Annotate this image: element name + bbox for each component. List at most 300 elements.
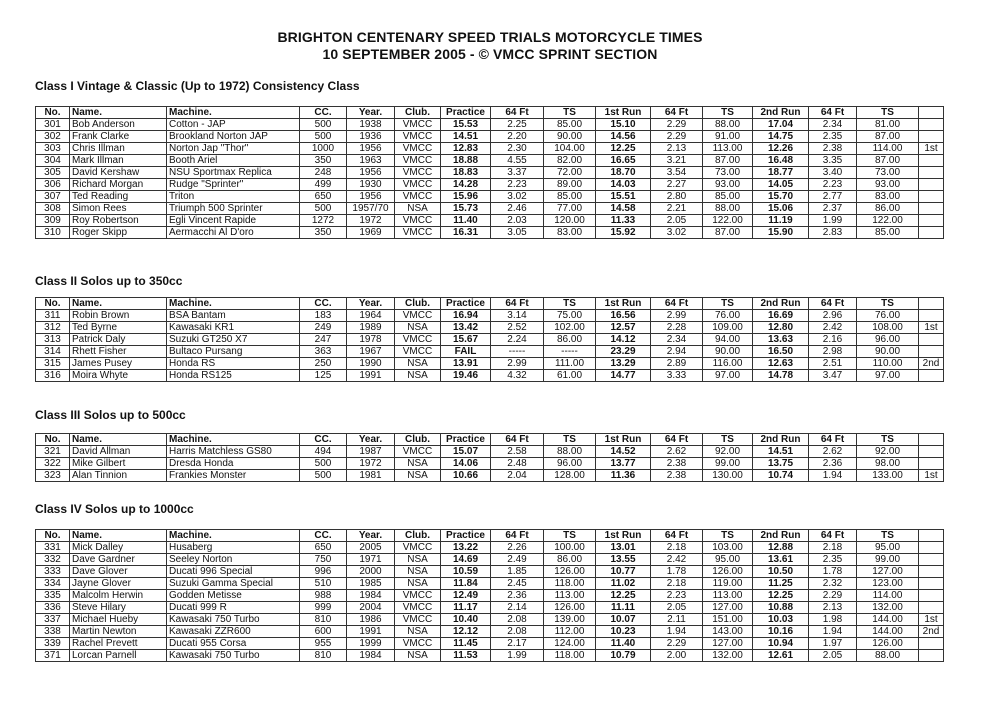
- cell-no: 303: [36, 143, 70, 155]
- header-cc: CC.: [300, 434, 347, 446]
- cell-run2: 10.03: [753, 614, 809, 626]
- cell-run1-64ft: 2.28: [651, 322, 703, 334]
- cell-practice-ts: 118.00: [544, 650, 596, 662]
- cell-year: 1986: [347, 614, 395, 626]
- cell-no: 304: [36, 155, 70, 167]
- cell-year: 1930: [347, 179, 395, 191]
- cell-run2: 18.77: [753, 167, 809, 179]
- cell-run1: 15.92: [596, 227, 651, 239]
- cell-practice: 14.69: [441, 554, 491, 566]
- cell-run1-64ft: 2.29: [651, 638, 703, 650]
- header-club: Club.: [395, 107, 441, 119]
- cell-run2: 12.63: [753, 358, 809, 370]
- cell-cc: 125: [300, 370, 347, 382]
- cell-run2-ts: 144.00: [857, 614, 919, 626]
- cell-placing: [919, 458, 944, 470]
- cell-run2: 10.16: [753, 626, 809, 638]
- cell-club: VMCC: [395, 131, 441, 143]
- cell-run2-64ft: 2.18: [809, 542, 857, 554]
- cell-run2-64ft: 2.29: [809, 590, 857, 602]
- header-practice-ts: TS: [544, 434, 596, 446]
- cell-run1-64ft: 2.18: [651, 542, 703, 554]
- cell-run1: 12.25: [596, 590, 651, 602]
- header-run2: 2nd Run: [753, 298, 809, 310]
- cell-year: 1984: [347, 590, 395, 602]
- cell-club: VMCC: [395, 179, 441, 191]
- header-practice-64ft: 64 Ft: [491, 107, 544, 119]
- header-row: [36, 434, 944, 446]
- cell-practice-ts: 83.00: [544, 227, 596, 239]
- cell-name: Mick Dalley: [70, 542, 167, 554]
- cell-name: Chris Illman: [70, 143, 167, 155]
- cell-practice-64ft: 2.04: [491, 470, 544, 482]
- cell-practice-64ft: 3.02: [491, 191, 544, 203]
- header-run1-ts: TS: [703, 434, 753, 446]
- cell-run1-ts: 103.00: [703, 542, 753, 554]
- cell-practice: 15.96: [441, 191, 491, 203]
- cell-practice: 15.73: [441, 203, 491, 215]
- cell-name: David Allman: [70, 446, 167, 458]
- cell-club: NSA: [395, 358, 441, 370]
- cell-machine: Ducati 955 Corsa: [167, 638, 300, 650]
- cell-run2: 14.75: [753, 131, 809, 143]
- cell-practice-64ft: 2.14: [491, 602, 544, 614]
- cell-run2-ts: 90.00: [857, 346, 919, 358]
- cell-practice: 11.40: [441, 215, 491, 227]
- cell-placing: [919, 155, 944, 167]
- cell-run2-ts: 87.00: [857, 131, 919, 143]
- table-row: [36, 370, 944, 382]
- cell-year: 1984: [347, 650, 395, 662]
- cell-run2-64ft: 1.94: [809, 470, 857, 482]
- cell-club: NSA: [395, 626, 441, 638]
- cell-practice: 18.83: [441, 167, 491, 179]
- cell-run2: 15.90: [753, 227, 809, 239]
- cell-run2: 10.50: [753, 566, 809, 578]
- header-practice: Practice: [441, 530, 491, 542]
- cell-name: Robin Brown: [70, 310, 167, 322]
- cell-cc: 494: [300, 446, 347, 458]
- cell-cc: 1272: [300, 215, 347, 227]
- cell-run1: 12.25: [596, 143, 651, 155]
- table-row: [36, 578, 944, 590]
- cell-practice-64ft: 2.26: [491, 542, 544, 554]
- cell-practice-ts: 124.00: [544, 638, 596, 650]
- cell-run2-64ft: 3.47: [809, 370, 857, 382]
- header-club: Club.: [395, 530, 441, 542]
- sheet-subtitle: 10 SEPTEMBER 2005 - © VMCC SPRINT SECTION: [322, 46, 658, 62]
- cell-practice-64ft: 2.46: [491, 203, 544, 215]
- cell-practice-ts: 100.00: [544, 542, 596, 554]
- cell-run2-64ft: 2.77: [809, 191, 857, 203]
- cell-run2: 10.88: [753, 602, 809, 614]
- cell-machine: Dresda Honda: [167, 458, 300, 470]
- cell-no: 302: [36, 131, 70, 143]
- cell-practice-ts: 72.00: [544, 167, 596, 179]
- cell-year: 2004: [347, 602, 395, 614]
- cell-cc: 810: [300, 650, 347, 662]
- table-row: [36, 614, 944, 626]
- cell-practice-ts: 102.00: [544, 322, 596, 334]
- header-machine: Machine.: [167, 298, 300, 310]
- cell-run1: 16.65: [596, 155, 651, 167]
- cell-club: NSA: [395, 370, 441, 382]
- cell-placing: 1st: [919, 614, 944, 626]
- cell-cc: 183: [300, 310, 347, 322]
- cell-club: VMCC: [395, 638, 441, 650]
- cell-run1: 14.58: [596, 203, 651, 215]
- cell-practice-ts: 120.00: [544, 215, 596, 227]
- cell-club: VMCC: [395, 155, 441, 167]
- cell-run2: 16.50: [753, 346, 809, 358]
- cell-run1-ts: 113.00: [703, 590, 753, 602]
- cell-run2-ts: 76.00: [857, 310, 919, 322]
- header-placing: [919, 530, 944, 542]
- cell-no: 323: [36, 470, 70, 482]
- cell-club: VMCC: [395, 602, 441, 614]
- table-row: [36, 131, 944, 143]
- cell-run1-ts: 116.00: [703, 358, 753, 370]
- cell-machine: Honda RS: [167, 358, 300, 370]
- cell-club: NSA: [395, 470, 441, 482]
- cell-name: Frank Clarke: [70, 131, 167, 143]
- header-no: No.: [36, 298, 70, 310]
- cell-practice: 15.67: [441, 334, 491, 346]
- cell-placing: 1st: [919, 143, 944, 155]
- cell-practice: 14.06: [441, 458, 491, 470]
- cell-run1-ts: 93.00: [703, 179, 753, 191]
- cell-cc: 650: [300, 191, 347, 203]
- cell-placing: [919, 578, 944, 590]
- cell-run2-64ft: 2.13: [809, 602, 857, 614]
- cell-run1-ts: 87.00: [703, 155, 753, 167]
- cell-run1-64ft: 2.11: [651, 614, 703, 626]
- header-machine: Machine.: [167, 434, 300, 446]
- cell-machine: Rudge "Sprinter": [167, 179, 300, 191]
- cell-run2-ts: 88.00: [857, 650, 919, 662]
- cell-practice: 11.45: [441, 638, 491, 650]
- cell-machine: Brookland Norton JAP: [167, 131, 300, 143]
- cell-machine: Egli Vincent Rapide: [167, 215, 300, 227]
- cell-machine: Ducati 996 Special: [167, 566, 300, 578]
- cell-cc: 999: [300, 602, 347, 614]
- cell-run2-ts: 132.00: [857, 602, 919, 614]
- cell-run2: 16.69: [753, 310, 809, 322]
- header-run1-ts: TS: [703, 107, 753, 119]
- header-club: Club.: [395, 298, 441, 310]
- cell-practice-ts: 126.00: [544, 602, 596, 614]
- cell-placing: [919, 334, 944, 346]
- cell-run2-ts: 126.00: [857, 638, 919, 650]
- cell-name: Lorcan Parnell: [70, 650, 167, 662]
- cell-machine: Bultaco Pursang: [167, 346, 300, 358]
- cell-name: Bob Anderson: [70, 119, 167, 131]
- cell-run2-ts: 123.00: [857, 578, 919, 590]
- cell-placing: [919, 203, 944, 215]
- header-practice-64ft: 64 Ft: [491, 530, 544, 542]
- cell-placing: 1st: [919, 322, 944, 334]
- cell-practice-64ft: 2.99: [491, 358, 544, 370]
- cell-name: Mike Gilbert: [70, 458, 167, 470]
- cell-placing: [919, 650, 944, 662]
- cell-cc: 650: [300, 542, 347, 554]
- cell-practice: 11.17: [441, 602, 491, 614]
- cell-practice: 15.53: [441, 119, 491, 131]
- cell-machine: Frankies Monster: [167, 470, 300, 482]
- cell-practice-ts: 113.00: [544, 590, 596, 602]
- header-practice: Practice: [441, 298, 491, 310]
- table-row: [36, 446, 944, 458]
- cell-run1-64ft: 2.89: [651, 358, 703, 370]
- cell-run2-64ft: 1.99: [809, 215, 857, 227]
- cell-run1-64ft: 2.99: [651, 310, 703, 322]
- header-run1-ts: TS: [703, 298, 753, 310]
- cell-no: 301: [36, 119, 70, 131]
- cell-run1: 14.12: [596, 334, 651, 346]
- cell-year: 1999: [347, 638, 395, 650]
- header-run1-64ft: 64 Ft: [651, 530, 703, 542]
- cell-cc: 955: [300, 638, 347, 650]
- cell-club: VMCC: [395, 446, 441, 458]
- cell-year: 1956: [347, 143, 395, 155]
- cell-name: Dave Gardner: [70, 554, 167, 566]
- cell-placing: [919, 638, 944, 650]
- cell-run2: 13.75: [753, 458, 809, 470]
- cell-year: 1969: [347, 227, 395, 239]
- cell-practice-64ft: 2.48: [491, 458, 544, 470]
- cell-placing: 2nd: [919, 358, 944, 370]
- cell-machine: Godden Metisse: [167, 590, 300, 602]
- cell-name: Rhett Fisher: [70, 346, 167, 358]
- header-run2-ts: TS: [857, 107, 919, 119]
- cell-machine: Booth Ariel: [167, 155, 300, 167]
- cell-practice: 10.59: [441, 566, 491, 578]
- cell-name: Martin Newton: [70, 626, 167, 638]
- table-row: [36, 143, 944, 155]
- cell-practice: 18.88: [441, 155, 491, 167]
- header-run1: 1st Run: [596, 434, 651, 446]
- cell-run1: 10.79: [596, 650, 651, 662]
- cell-practice-64ft: 2.52: [491, 322, 544, 334]
- cell-cc: 247: [300, 334, 347, 346]
- cell-machine: Suzuki GT250 X7: [167, 334, 300, 346]
- cell-no: 338: [36, 626, 70, 638]
- cell-run1: 13.77: [596, 458, 651, 470]
- cell-run1-64ft: 2.00: [651, 650, 703, 662]
- cell-practice-ts: 118.00: [544, 578, 596, 590]
- cell-cc: 996: [300, 566, 347, 578]
- cell-club: NSA: [395, 566, 441, 578]
- header-club: Club.: [395, 434, 441, 446]
- cell-run2: 10.94: [753, 638, 809, 650]
- cell-name: Roy Robertson: [70, 215, 167, 227]
- header-no: No.: [36, 530, 70, 542]
- cell-practice: 11.53: [441, 650, 491, 662]
- cell-run1-ts: 85.00: [703, 191, 753, 203]
- cell-placing: [919, 119, 944, 131]
- cell-machine: NSU Sportmax Replica: [167, 167, 300, 179]
- cell-machine: Honda RS125: [167, 370, 300, 382]
- header-name: Name.: [70, 434, 167, 446]
- cell-machine: Kawasaki ZZR600: [167, 626, 300, 638]
- cell-cc: 600: [300, 626, 347, 638]
- cell-practice-ts: 61.00: [544, 370, 596, 382]
- cell-practice-64ft: 1.85: [491, 566, 544, 578]
- cell-run2: 17.04: [753, 119, 809, 131]
- cell-practice: 10.40: [441, 614, 491, 626]
- header-no: No.: [36, 434, 70, 446]
- cell-run1: 12.57: [596, 322, 651, 334]
- cell-run1-64ft: 2.05: [651, 602, 703, 614]
- cell-run1-ts: 126.00: [703, 566, 753, 578]
- table-row: [36, 638, 944, 650]
- cell-run1: 23.29: [596, 346, 651, 358]
- header-name: Name.: [70, 107, 167, 119]
- cell-run1-64ft: 1.78: [651, 566, 703, 578]
- cell-run2-ts: 92.00: [857, 446, 919, 458]
- cell-practice: 12.49: [441, 590, 491, 602]
- cell-run2-64ft: 2.16: [809, 334, 857, 346]
- cell-run2-ts: 110.00: [857, 358, 919, 370]
- header-run1-ts: TS: [703, 530, 753, 542]
- cell-placing: [919, 227, 944, 239]
- cell-no: 316: [36, 370, 70, 382]
- table-row: [36, 167, 944, 179]
- cell-club: VMCC: [395, 542, 441, 554]
- cell-run1: 18.70: [596, 167, 651, 179]
- cell-machine: Triton: [167, 191, 300, 203]
- header-run2: 2nd Run: [753, 530, 809, 542]
- cell-run1: 11.02: [596, 578, 651, 590]
- header-cc: CC.: [300, 107, 347, 119]
- cell-year: 1991: [347, 370, 395, 382]
- cell-practice-ts: 86.00: [544, 334, 596, 346]
- cell-run1-64ft: 3.54: [651, 167, 703, 179]
- cell-run1: 10.07: [596, 614, 651, 626]
- cell-practice-64ft: 1.99: [491, 650, 544, 662]
- cell-run1-ts: 151.00: [703, 614, 753, 626]
- table-row: [36, 334, 944, 346]
- header-run2-ts: TS: [857, 530, 919, 542]
- cell-run2-64ft: 2.32: [809, 578, 857, 590]
- cell-name: David Kershaw: [70, 167, 167, 179]
- cell-run2-64ft: 2.36: [809, 458, 857, 470]
- cell-cc: 1000: [300, 143, 347, 155]
- cell-year: 1936: [347, 131, 395, 143]
- cell-name: Ted Byrne: [70, 322, 167, 334]
- table-row: [36, 191, 944, 203]
- cell-placing: [919, 346, 944, 358]
- cell-run2-64ft: 1.97: [809, 638, 857, 650]
- cell-name: Ted Reading: [70, 191, 167, 203]
- cell-practice-ts: 111.00: [544, 358, 596, 370]
- cell-year: 1987: [347, 446, 395, 458]
- cell-club: NSA: [395, 322, 441, 334]
- cell-cc: 988: [300, 590, 347, 602]
- cell-no: 309: [36, 215, 70, 227]
- cell-run2: 11.19: [753, 215, 809, 227]
- cell-no: 335: [36, 590, 70, 602]
- header-run1-64ft: 64 Ft: [651, 298, 703, 310]
- header-year: Year.: [347, 107, 395, 119]
- cell-practice-64ft: 2.58: [491, 446, 544, 458]
- cell-run2-64ft: 2.23: [809, 179, 857, 191]
- cell-cc: 500: [300, 203, 347, 215]
- cell-practice: 14.28: [441, 179, 491, 191]
- table-row: [36, 470, 944, 482]
- cell-name: Moira Whyte: [70, 370, 167, 382]
- cell-run1: 11.40: [596, 638, 651, 650]
- table-row: [36, 119, 944, 131]
- header-practice: Practice: [441, 434, 491, 446]
- header-name: Name.: [70, 298, 167, 310]
- cell-placing: [919, 602, 944, 614]
- cell-practice-64ft: 2.25: [491, 119, 544, 131]
- cell-practice-ts: 104.00: [544, 143, 596, 155]
- header-run1: 1st Run: [596, 530, 651, 542]
- cell-run1-ts: 127.00: [703, 602, 753, 614]
- cell-practice: 11.84: [441, 578, 491, 590]
- cell-run1: 11.33: [596, 215, 651, 227]
- header-row: [36, 298, 944, 310]
- cell-no: 312: [36, 322, 70, 334]
- cell-machine: Kawasaki 750 Turbo: [167, 650, 300, 662]
- cell-name: Roger Skipp: [70, 227, 167, 239]
- cell-name: James Pusey: [70, 358, 167, 370]
- table-row: [36, 602, 944, 614]
- cell-run1-64ft: 2.38: [651, 458, 703, 470]
- class-1-table: [35, 106, 944, 239]
- cell-year: 1981: [347, 470, 395, 482]
- cell-run1-ts: 94.00: [703, 334, 753, 346]
- header-row: [36, 530, 944, 542]
- cell-run2-ts: 85.00: [857, 227, 919, 239]
- header-run1: 1st Run: [596, 107, 651, 119]
- cell-practice-ts: 77.00: [544, 203, 596, 215]
- cell-run2: 15.06: [753, 203, 809, 215]
- cell-year: 1991: [347, 626, 395, 638]
- cell-run1-ts: 109.00: [703, 322, 753, 334]
- cell-run2: 12.80: [753, 322, 809, 334]
- cell-run2-64ft: 1.98: [809, 614, 857, 626]
- cell-run2: 12.88: [753, 542, 809, 554]
- header-name: Name.: [70, 530, 167, 542]
- cell-year: 1938: [347, 119, 395, 131]
- cell-run2-ts: 133.00: [857, 470, 919, 482]
- table-row: [36, 554, 944, 566]
- cell-run1-ts: 119.00: [703, 578, 753, 590]
- header-placing: [919, 434, 944, 446]
- cell-club: NSA: [395, 203, 441, 215]
- cell-run1-ts: 90.00: [703, 346, 753, 358]
- header-practice-ts: TS: [544, 530, 596, 542]
- cell-run2-ts: 127.00: [857, 566, 919, 578]
- cell-run1-64ft: 3.21: [651, 155, 703, 167]
- table-row: [36, 650, 944, 662]
- table-row: [36, 626, 944, 638]
- cell-practice: 12.12: [441, 626, 491, 638]
- cell-practice-ts: 89.00: [544, 179, 596, 191]
- cell-run2: 13.63: [753, 334, 809, 346]
- cell-run2-ts: 97.00: [857, 370, 919, 382]
- cell-placing: [919, 542, 944, 554]
- cell-run1: 14.52: [596, 446, 651, 458]
- cell-year: 1972: [347, 458, 395, 470]
- cell-practice-64ft: 2.08: [491, 614, 544, 626]
- cell-name: Michael Hueby: [70, 614, 167, 626]
- cell-no: 336: [36, 602, 70, 614]
- cell-machine: Seeley Norton: [167, 554, 300, 566]
